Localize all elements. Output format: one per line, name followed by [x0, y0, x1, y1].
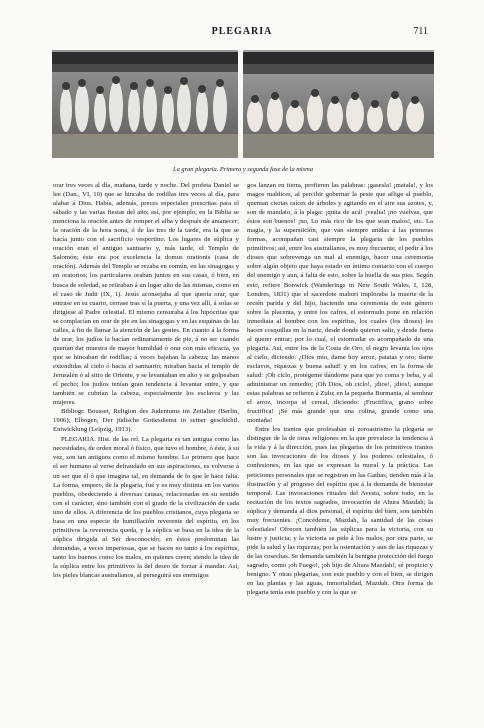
- entry-plegaria-history: PLEGARIA. Hist. de las rel. La plegaria es tan antigua como las necesidades, de orden moral ó físico, que tuvo el hombre, ó éste, á su vez, son tan antiguos como el mismo hombre. Lo primero que hace el ser humano al verse defraudado en sus aspiraciones, es volverse á un ser que él ó que imagina tal, en demanda de lo que le hace falta. La forma, empero, de la plegaria, fué y es muy distinta en los varios pueblos, obedeciendo á diversas causas, relacionadas en su sentido con el carácter, sino también con el grado de la civilización de cada uno de ellos. A diferencia de los pueblos cristianos, cuya plegaria se basa en una especie de humillación reverente del espíritu, en los primitivos la reverencia queda, y la súplica se basa en la idea de la súplica dirigida al Ser desconocido; en éstos predominan las demandas, a veces imperiosas, que se hacen no tanto á los espíritus, tanto los buenos como los malos, en quienes creen; siendo la idea de la súplica entre los primitivos la del deseo de forzar á mandar. Así, los pieles blancas australianos, al perseguirá sus enemigos: [53, 436, 239, 580]
- running-head: [0, 26, 484, 40]
- figure-photo-left: [52, 50, 238, 158]
- left-column: [53, 181, 239, 711]
- running-head-title: PLEGARIA: [211, 26, 273, 37]
- right-column: [247, 181, 433, 711]
- figure: [52, 50, 434, 162]
- bibliography: Bibliogr. Bousset, Religion des Judentums im Zeitalter (Berlin, 1906); Elbogen, Der jüdische Gottesdienst in seiner geschichtl. Entwicklung (Leipzig, 1913).: [53, 408, 239, 434]
- figure-photo-right: [243, 50, 434, 158]
- left-paragraph: orar tres veces al día, mañana, tarde y noche. Del profeta Daniel se lee (Dan., VI, 10) que se hincaba de rodillas tres veces al día, para alabar á Dios. Había, además, preces especiales prescritas para el sábado y las varias fiestas del año; así, por ejemplo, en la Biblia se menciona la oración antes de romper el alba y después de amanecer; la oración de la hora nona, ó de las tres de la tarde, era la que se hacía junto con el sacrificio vespertino. Los lugares de súplica y oración eran el antiguo santuario y, más tarde, el Templo de Salomón; éste era por excelencia la domus orationis (casa de oración). Además del Templo se rezaba en común, en las sinagogas y en oratorios; los particulares oraban juntos en sus casas, ó bien, en busca de soledad, se retiraban á un lugar alto de las mismas, como en el caso de Judit (IX, 1). Jesús aconsejaba al que quería orar, que entrase en su cuarto, cerrase tras sí la puerta, y una vez allí, á solas se dirigiese al Padre celestial. El mismo censuraba á los hipócritas que se complacían en orar de pie en las sinagogas y en las esquinas de las calles, á fin de llamar la atención de las gentes. En cuanto á la forma de orar, los judíos la hacían ordinariamente de pie, á no ser cuando querían dar muestra de mayor humildad ó orar con más eficacia, ya que se hincaban de rodillas; á veces bajaban la cabeza; las manos extendidas al cielo ó hacia el santuario; miraban hacia el templo de Jerusalén ó al sitio de Oriente, y se levantaban en alto y se golpeaban el pecho; los judíos tenían gran tendencia á levantar entre, y que también se cubrían la cabeza, especialmente los esclavos y las mujeres.: [53, 182, 239, 407]
- figure-caption: La gran plegaria. Primera y segunda fase de la misma: [173, 166, 313, 173]
- page-number: 711: [413, 26, 428, 37]
- right-paragraph-1: gos lanzan en tierra, profieren las palabras: ¡gasesla! ¡matala!, y los magos maldices, al percibir gobernar la peste que aflige al pueblo, queman ciertas raíces de árboles y agitando en el aire sus azotes, y, son de mandato, á la plaga: ¡quita de acá! ¡vealia! ¡no vuelvas, que éstos son buenos! ¡no, Lo más rico de los que sean malos!, etc. La magia, y la superstición, que van siempre unidas á las primeras formas, acompañan casi siempre la plegaria de los pueblos primitivos; así, entre los australianos, es muy frecuente, el pedir á los dioses que sobrevenga un mal al enemigo, hacer una ceremonia sobre algún objeto que haya estado en íntimo contacto con el cuerpo del enemigo y aun, á falta de esto, sobre la huella de sus pies. Según esto, refiere Bonwick (Wanderings in New South Wales, I, 128, Londres, 1831) que el sacerdote mahori imploraba la muerte de la recién parida y del hijo, haciendo una ceremonia de este género sobre la placenta, y entre los cafres, el estornudo pone en relación inmediata al hombre con los espíritus, los cuales (los dioses) les hacen cosquillas en la nariz, desde donde quieren salir, y desde fuera al querer entrar; por lo cual, el estornudar es acompañado de una plegaria. Así, entre los de la Costa de Oro, el negro levanta los ojos al cielo, diciendo: ¿Dios mío, dame hoy arroz, patatas y oro; dame esclavos, riquezas y buena salud! y en los cafres, en la forma de salud: ¡Oh ciclo, protégeme dándome para que yo coma y beba, y al administrar un remedio; ¡Oh Dios, oh ciclo!, ¡dios!, ¡dios!, aunque estas palabras se refieren á Zulu; en la pequeña Burmania, al sembrar el arroz, incorpa el cereal, diciendo: ¡Fructifica, grano sobre fructifica! ¡Sé más grande que una colina, grande como una montaña!: [247, 182, 433, 425]
- right-paragraph-2: Entre los iranios que profesaban el zoroastrismo la plegaria se distingue de la de otras religiones en la que prevalece la tendencia á la vida y á la dirección, pues las plegarias de los primitivos iranios son las invocaciones de los dioses y los poderes celestiales, ó confesiones, en las que se expresan la moral y la práctica. Las peticiones personales que se registran en las Gathas, tienden más á la ilustración y al progreso del espíritu que á la demanda de bienestar temporal. Las invocaciones rituales del Avesta, sobre todo, en la recitación de los textos sagrados, invocación de Ahura Mazdah; la súplica y demanda al dios personal, el espíritu del bien, son también muy frecuentes. ¡Concédeme, Mazdah, la santidad de las cosas celestiales! Ofrecen también las súplicas para la victoria, con su lustre y justicia; y la victoria se pide á los malos, por otra parte, se pide la salud y las riquezas; por la ostentación y aun de las riquezas y de las cosechas. Se demanda también la benigna protección del fuego sagrado, como ¡oh Fuego!, ¡oh hijo de Ahura Mazdah!, sé propicio y benigno. Y otras plegarias, con este pueblo y con el bien, se dirigen en las plantas y las aguas, inmortalidad, Mazdah. Otra forma de plegaria tenía este pueblo y con la que se: [247, 426, 433, 597]
